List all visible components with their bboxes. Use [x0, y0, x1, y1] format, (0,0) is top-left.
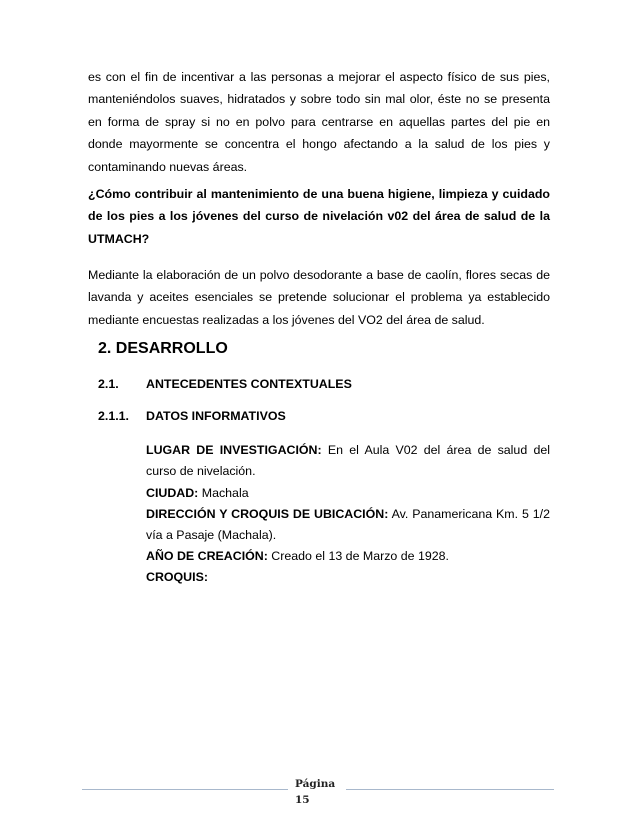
info-label: LUGAR DE INVESTIGACIÓN:	[146, 443, 322, 457]
subsection-title: ANTECEDENTES CONTEXTUALES	[146, 377, 352, 391]
info-anio	[146, 546, 550, 567]
info-ciudad	[146, 483, 550, 504]
footer-divider-right	[346, 789, 554, 790]
info-value: Machala	[198, 486, 249, 500]
subsection-number: 2.1.	[98, 377, 119, 391]
research-question: ¿Cómo contribuir al mantenimiento de una buena higiene, limpieza y cuidado de los pies a los jóvenes del curso de nivelación v02 del área de salud de la UTMACH?	[88, 187, 550, 246]
footer-divider-left	[82, 789, 288, 790]
info-label: DIRECCIÓN Y CROQUIS DE UBICACIÓN:	[146, 507, 389, 521]
info-label: AÑO DE CREACIÓN:	[146, 549, 268, 563]
info-value: En el Aula V02 del área de salud del curso de nivelación.	[146, 443, 550, 478]
info-value: Creado el 13 de Marzo de 1928.	[267, 549, 450, 563]
section-heading-desarrollo: 2. DESARROLLO	[98, 340, 228, 357]
page-number	[295, 776, 335, 808]
info-value: Av. Panamericana Km. 5 1/2 vía a Pasaje (Machala).	[146, 507, 550, 542]
info-direccion	[146, 504, 550, 545]
page-label: Página	[295, 778, 336, 790]
info-croquis	[146, 567, 550, 588]
info-label: CROQUIS:	[146, 570, 208, 584]
paragraph-intro: es con el fin de incentivar a las personas a mejorar el aspecto físico de sus pies, manteniéndolos suaves, hidratados y sobre todo sin mal olor, éste no se presenta en forma de spray si no en polvo para centrarse en aquellas partes del pie en donde mayormente se concentra el hongo afectando a la salud de los pies y contaminando nuevas áreas.	[88, 70, 550, 174]
subsection-heading-antecedentes	[98, 377, 352, 391]
subsection-heading-datos	[98, 409, 286, 423]
info-lugar	[146, 440, 550, 481]
info-label: CIUDAD:	[146, 486, 199, 500]
paragraph-solution: Mediante la elaboración de un polvo desodorante a base de caolín, flores secas de lavanda y aceites esenciales se pretende solucionar el problema ya establecido mediante encuestas realizadas a los jóvenes del VO2 del área de salud.	[88, 268, 550, 327]
subsection-number: 2.1.1.	[98, 409, 130, 423]
subsection-title: DATOS INFORMATIVOS	[146, 409, 286, 423]
page-number-value: 15	[295, 794, 310, 806]
